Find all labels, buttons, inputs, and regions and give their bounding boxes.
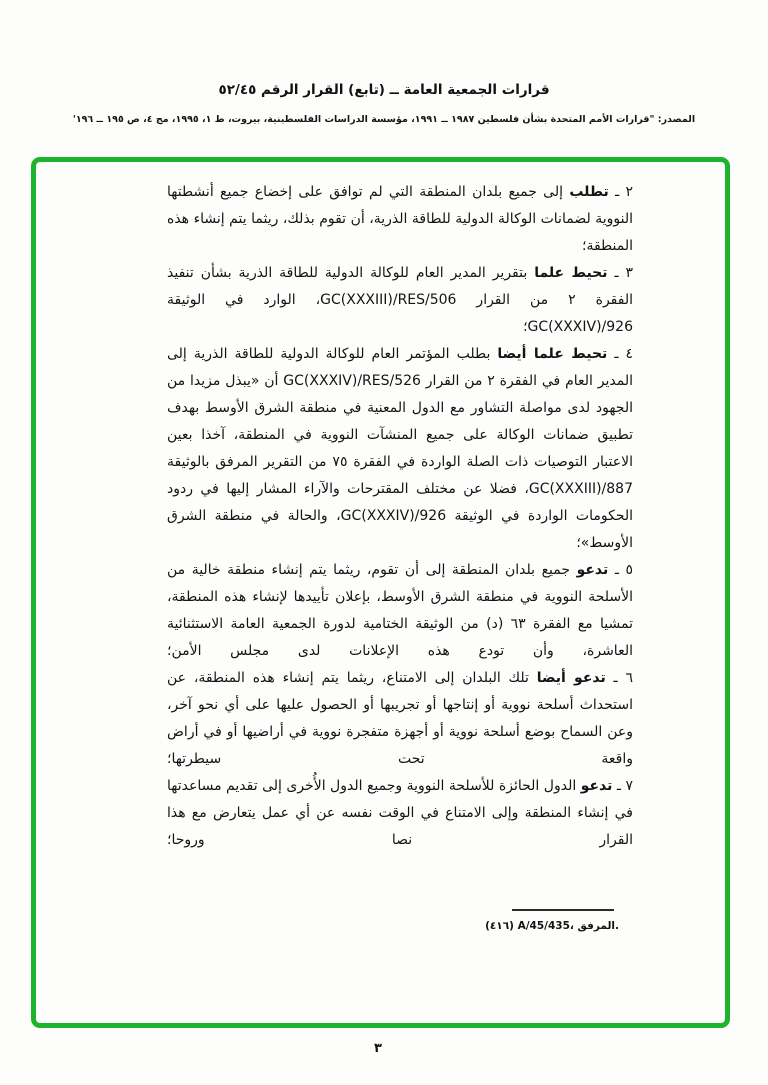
resolution-paragraph-7 [167, 773, 633, 854]
paragraph-text: تلك البلدان إلى الامتناع، ريثما يتم إنشاء هذه المنطقة، عن استحداث أسلحة نووية أو إنتاجها أو تجريبها أو الحصول عليها على أي نحو آخر، وعن السماح بوضع أسلحة نووية أو أجهزة متفجرة نووية في أراضيها أو في أراض واقعة تحت سيطرتها؛ [167, 670, 633, 767]
operative-verb: تحيط علما أيضا [497, 346, 608, 362]
footnote-divider [512, 909, 614, 911]
resolution-paragraph-5 [167, 557, 633, 665]
paragraph-text: إلى جميع بلدان المنطقة التي لم توافق على إخضاع جميع أنشطتها النووية لضمانات الوكالة الدولية للطاقة الذرية، أن تقوم بذلك، ريثما يتم إنشاء هذه المنطقة؛ [167, 184, 633, 254]
paragraph-number: ٤ ـ [614, 346, 633, 362]
paragraph-number: ٢ ـ [615, 184, 634, 200]
paragraph-text: الدول الحائزة للأسلحة النووية وجميع الدول الأُخرى إلى تقديم مساعدتها في إنشاء المنطقة وإلى الامتناع في الوقت نفسه عن أي عمل يتعارض مع هذا القرار نصا وروحا؛ [167, 778, 633, 848]
page-number: ٣ [374, 1041, 382, 1056]
paragraph-number: ٦ ـ [613, 670, 633, 686]
paragraph-text: بطلب المؤتمر العام للوكالة الدولية للطاقة الذرية إلى المدير العام في الفقرة ٢ من القرار GC(XXXIV)/RES/526 أن «يبذل مزيدا من الجهود لدى مواصلة التشاور مع الدول المعنية في منطقة الشرق الأوسط بهدف تطبيق ضمانات الوكالة على جميع المنشآت النووية في المنطقة، آخذا بعين الاعتبار التوصيات ذات الصلة الواردة في الفقرة ٧٥ من التقرير المرفق بالوثيقة GC(XXXIII)/887، فضلا عن مختلف المقترحات والآراء المشار إليها في ردود الحكومات الواردة في الوثيقة GC(XXXIV)/926، والحالة في منطقة الشرق الأوسط»؛ [167, 346, 634, 551]
operative-verb: تطلب [569, 184, 609, 200]
page-title: قرارات الجمعية العامة ــ (تابع) القرار الرقم ٥٢/٤٥ [218, 82, 550, 98]
operative-verb: تدعو [576, 562, 609, 578]
paragraph-number: ٣ ـ [614, 265, 633, 281]
paragraph-number: ٥ ـ [614, 562, 634, 578]
paragraph-text: بتقرير المدير العام للوكالة الدولية للطاقة الذرية بشأن تنفيذ الفقرة ٢ من القرار GC(XXXIII)/RES/506، الوارد في الوثيقة GC(XXXIV)/926؛ [167, 265, 633, 335]
operative-verb: تدعو [580, 778, 613, 794]
resolution-paragraph-3 [167, 260, 633, 341]
footnote-text: (٤١٦) A/45/435، المرفق. [485, 920, 619, 932]
resolution-body [167, 179, 633, 854]
source-line: المصدر: "قرارات الأمم المتحدة بشأن فلسطين ١٩٨٧ ــ ١٩٩١، مؤسسة الدراسات الفلسطينية، بيروت، ط ١، ١٩٩٥، مج ٤، ص ١٩٥ ــ ١٩٦' [72, 114, 696, 125]
resolution-paragraph-6 [167, 665, 633, 773]
paragraph-text: جميع بلدان المنطقة إلى أن تقوم، ريثما يتم إنشاء منطقة خالية من الأسلحة النووية في منطقة الشرق الأوسط، بإعلان تأييدها لإنشاء هذه المنطقة، تمشيا مع الفقرة ٦٣ (د) من الوثيقة الختامية لدورة الجمعية العامة الاستثنائية العاشرة، وأن تودع هذه الإعلانات لدى مجلس الأمن؛ [167, 562, 633, 659]
paragraph-number: ٧ ـ [616, 778, 634, 794]
footnote [467, 918, 619, 934]
resolution-paragraph-4 [167, 341, 633, 557]
operative-verb: تدعو أيضا [536, 670, 606, 686]
operative-verb: تحيط علما [534, 265, 608, 281]
resolution-paragraph-2 [167, 179, 633, 260]
